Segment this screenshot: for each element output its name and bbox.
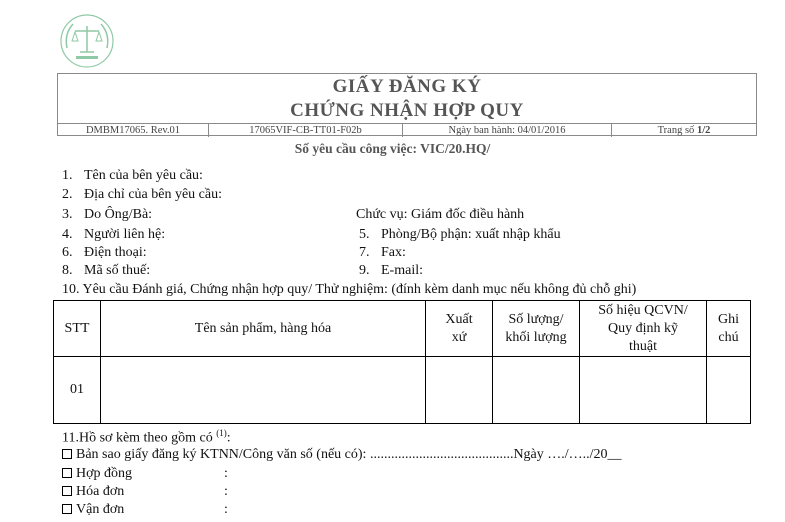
field-representative [62, 207, 152, 223]
product-table [53, 300, 751, 424]
header-quantity-line-1: Số lượng/ [508, 311, 564, 327]
attachments-heading-text: 11.Hồ sơ kèm theo gồm có [62, 430, 217, 446]
field-number: 9. [359, 263, 370, 278]
header-note [707, 301, 751, 357]
page-number [612, 124, 756, 137]
document-header [57, 73, 757, 136]
table-row [54, 357, 751, 424]
table-header-row [54, 301, 751, 357]
field-label: Địa chỉ của bên yêu cầu: [84, 187, 222, 202]
attachment-item [62, 484, 228, 500]
field-requester-address [62, 187, 222, 203]
attachments-heading [62, 428, 231, 447]
company-logo [58, 12, 116, 70]
checkbox[interactable] [62, 486, 72, 496]
field-position [356, 207, 524, 223]
footnote-marker: (1) [216, 428, 227, 438]
header-qcvn-line-1: Số hiệu QCVN/ [598, 302, 688, 318]
cell-qcvn[interactable] [580, 357, 707, 424]
cell-note[interactable] [707, 357, 751, 424]
attachments-heading-colon: : [226, 430, 231, 446]
title-line-1: GIẤY ĐĂNG KÝ [332, 76, 482, 97]
field-label: Điện thoại: [84, 245, 147, 260]
doc-code: 17065VIF-CB-TT01-F02b [209, 124, 403, 137]
attachment-label: Hợp đồng [76, 466, 133, 481]
field-number: 6. [62, 245, 73, 260]
header-note-line-1: Ghi [718, 311, 739, 327]
cell-stt: 01 [54, 357, 101, 424]
field-label: Phòng/Bộ phận: xuất nhập khẩu [381, 227, 561, 242]
title-line-2: CHỨNG NHẬN HỢP QUY [290, 100, 524, 121]
field-tax-code [62, 263, 150, 279]
header-quantity [493, 301, 580, 357]
field-number: 4. [62, 227, 73, 242]
field-label: Tên của bên yêu cầu: [84, 168, 203, 183]
header-origin-line-2: xứ [451, 329, 467, 345]
cell-quantity[interactable] [493, 357, 580, 424]
field-number: 1. [62, 168, 73, 183]
field-phone [62, 245, 147, 261]
field-number: 5. [359, 227, 370, 242]
field-label: E-mail: [381, 263, 423, 278]
field-label: Người liên hệ: [84, 227, 166, 242]
field-label: Do Ông/Bà: [84, 207, 153, 222]
attachment-colon: : [224, 484, 228, 499]
attachment-colon: : [224, 466, 228, 481]
cell-origin[interactable] [426, 357, 493, 424]
header-qcvn [580, 301, 707, 357]
cell-product[interactable] [101, 357, 426, 424]
issue-date: Ngày ban hành: 04/01/2016 [403, 124, 612, 137]
attachment-colon: : [224, 502, 228, 517]
header-note-line-2: chú [718, 329, 739, 345]
field-number: 2. [62, 187, 73, 202]
field-email [359, 263, 423, 279]
header-quantity-line-2: khối lượng [505, 329, 567, 345]
field-number: 3. [62, 207, 73, 222]
field-request-type [62, 282, 636, 298]
page-value: 1/2 [696, 125, 711, 136]
page-label: Trang số [657, 125, 697, 136]
field-requester-name [62, 168, 203, 184]
header-origin [426, 301, 493, 357]
header-qcvn-line-3: thuật [629, 338, 657, 354]
checkbox[interactable] [62, 504, 72, 514]
header-product: Tên sản phẩm, hàng hóa [101, 301, 426, 357]
request-number: Số yêu cầu công việc: VIC/20.HQ/ [294, 141, 491, 156]
field-label: Fax: [381, 245, 406, 260]
header-origin-line-1: Xuất [445, 311, 473, 327]
form-code: DMBM17065. Rev.01 [58, 124, 209, 137]
attachment-item [62, 466, 228, 482]
field-fax [359, 245, 406, 261]
field-number: 8. [62, 263, 73, 278]
attachment-label: Hóa đơn [76, 484, 125, 499]
field-department [359, 227, 561, 243]
attachment-label: Bản sao giấy đăng ký KTNN/Công văn số (nếu có): .........................................Ngày …./…../20__ [76, 447, 622, 462]
attachment-label: Vận đơn [76, 502, 125, 517]
field-contact-person [62, 227, 165, 243]
header-stt: STT [54, 301, 101, 357]
checkbox[interactable] [62, 468, 72, 478]
meta-row [58, 123, 756, 137]
attachment-item [62, 502, 228, 518]
header-qcvn-line-2: Quy định kỹ [608, 320, 678, 336]
field-label: Mã số thuế: [84, 263, 151, 278]
attachment-item [62, 447, 622, 463]
field-label: 10. Yêu cầu Đánh giá, Chứng nhận hợp quy/ Thử nghiệm: (đính kèm danh mục nếu không đủ chỗ ghi) [62, 282, 637, 297]
field-label: Chức vụ: Giám đốc điều hành [356, 207, 525, 222]
field-number: 7. [359, 245, 370, 260]
checkbox[interactable] [62, 449, 72, 459]
